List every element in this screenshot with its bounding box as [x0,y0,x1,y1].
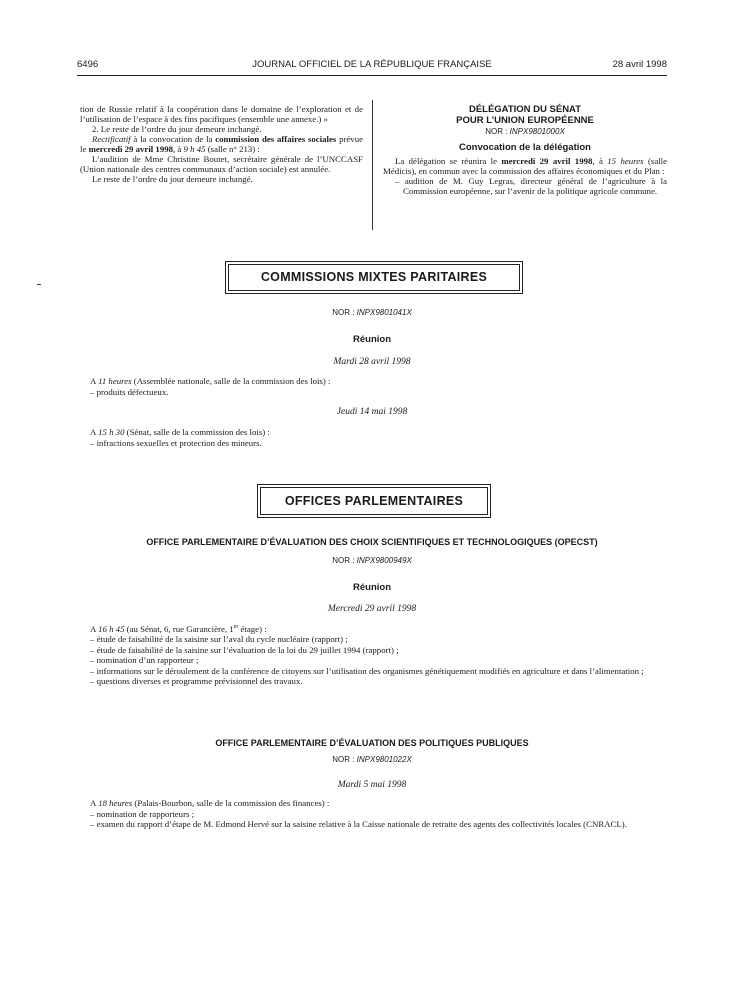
issue-date: 28 avril 1998 [612,59,667,70]
column-divider [372,100,373,230]
list-item: – informations sur le déroulement de la conférence de citoyens sur l’utilisation des organismes génétiquement modifiés en agriculture et dans l’alimentation ; [90,665,644,676]
nor-reference: NOR : INPX9801041X [332,308,412,317]
reunion-heading: Réunion [353,334,391,345]
journal-title: JOURNAL OFFICIEL DE LA RÉPUBLIQUE FRANÇAISE [252,59,492,70]
reunion-heading: Réunion [353,582,391,593]
section-title-offices: OFFICES PARLEMENTAIRES [260,487,488,515]
list-item: – examen du rapport d’étape de M. Edmond Hervé sur la saisine relative à la Caisse nationale de retraite des agents des collectivités locales (CNRACL). [90,819,627,829]
meeting-details [90,427,667,448]
meeting-date: Jeudi 14 mai 1998 [336,407,408,417]
meeting-intro: A 15 h 30 (Sénat, salle de la commission des lois) : [90,427,270,437]
list-item: – nomination d’un rapporteur ; [90,655,199,666]
section-title-cmp: COMMISSIONS MIXTES PARITAIRES [228,264,520,291]
list-item: – étude de faisabilité de la saisine sur l’aval du cycle nucléaire (rapport) ; [90,634,348,645]
list-item: – audition de M. Guy Legras, directeur général de l’agriculture à la Commission européenne, sur l’avenir de la politique agricole commune. [395,176,667,196]
header-rule [77,75,667,76]
meeting-intro: A 11 heures (Assemblée nationale, salle de la commission des lois) : [90,376,331,386]
meeting-intro: A 18 heures (Palais-Bourbon, salle de la commission des finances) : [90,798,330,808]
delegation-subheading: Convocation de la délégation [459,142,591,153]
page-number: 6496 [77,59,99,70]
list-item: – produits défectueux. [90,386,169,397]
meeting-date: Mardi 5 mai 1998 [337,780,407,790]
margin-mark [37,284,41,285]
right-column [383,104,667,196]
rectificatif-paragraph: Rectificatif à la convocation de la commission des affaires sociales prévue le mercredi 29 avril 1998, à 9 h 45 (salle n° 213) : [80,134,363,154]
list-item: – étude de faisabilité de la saisine sur l’évaluation de la loi du 29 juillet 1994 (rapport) ; [90,644,399,655]
nor-reference: NOR : INPX9801022X [332,755,412,764]
page-header [77,59,667,73]
meeting-date: Mercredi 29 avril 1998 [327,604,417,614]
left-column [80,104,363,184]
office-title-opecst: OFFICE PARLEMENTAIRE D’ÉVALUATION DES CHOIX SCIENTIFIQUES ET TECHNOLOGIQUES (OPECST) [146,537,598,547]
meeting-details [90,798,667,830]
list-item: – infractions sexuelles et protection des mineurs. [90,437,262,448]
paragraph: tion de Russie relatif à la coopération dans le domaine de l’exploration et de l’utilisation de l’espace à des fins pacifiques (ensemble une annexe.) » [80,104,363,124]
meeting-details [90,376,667,397]
paragraph: L’audition de Mme Christine Boutet, secrétaire générale de l’UNCCASF (Union nationale des centres communaux d’action sociale) est annulée. [80,154,363,174]
meeting-details [90,622,667,687]
paragraph: 2. Le reste de l’ordre du jour demeure inchangé. [92,124,262,134]
list-item: – questions diverses et programme prévisionnel des travaux. [90,676,303,687]
office-title-opepp: OFFICE PARLEMENTAIRE D’ÉVALUATION DES POLITIQUES PUBLIQUES [215,738,529,748]
nor-reference: NOR : INPX9800949X [332,556,412,565]
meeting-intro: A 16 h 45 (au Sénat, 6, rue Garancière, 1er étage) : [90,623,267,634]
nor-reference: NOR : INPX9801000X [485,127,565,136]
meeting-date: Mardi 28 avril 1998 [333,357,411,367]
paragraph: Le reste de l’ordre du jour demeure inchangé. [92,174,253,184]
list-item: – nomination de rapporteurs ; [90,808,195,819]
paragraph: La délégation se réunira le mercredi 29 avril 1998, à 15 heures (salle Médicis), en commun avec la commission des affaires économiques et du Plan : [383,156,668,176]
delegation-title: DÉLÉGATION DU SÉNAT POUR L’UNION EUROPÉENNE [456,104,594,126]
